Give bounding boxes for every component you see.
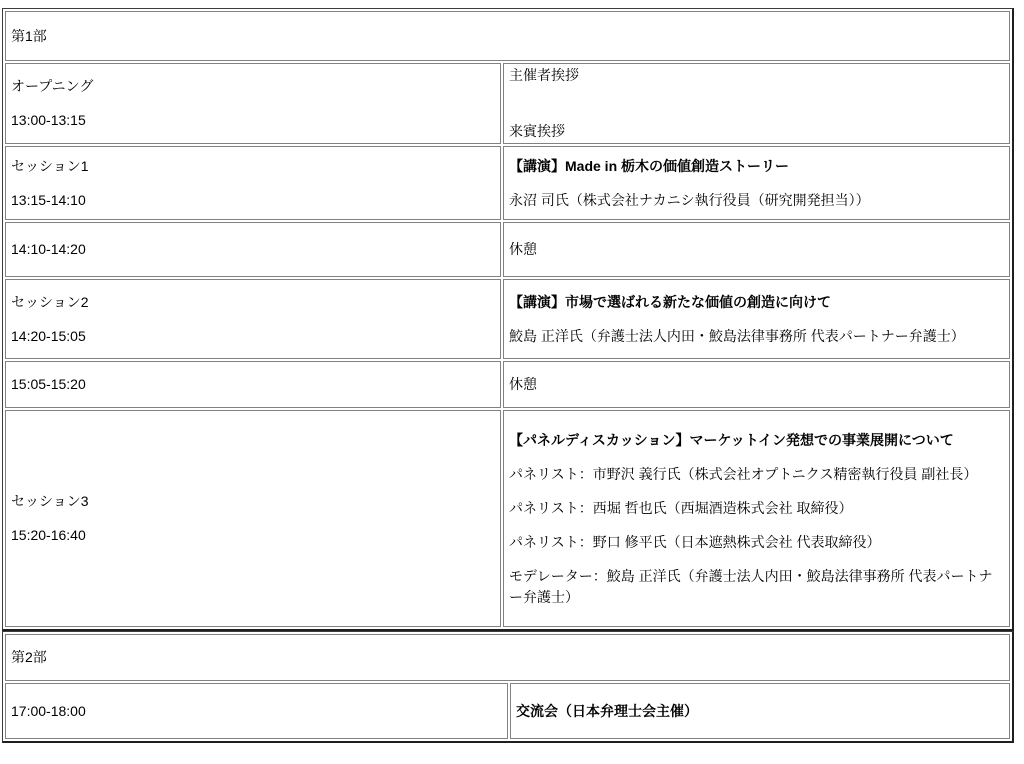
opening-right-cell [503,63,1010,144]
session3-moderator: モデレーター：鮫島 正洋氏（弁護士法人内田・鮫島法律事務所 代表パートナー弁護士） [509,567,993,605]
session3-talk-title: 【パネルディスカッション】マーケットイン発想での事業展開について [509,431,954,448]
networking-label-cell [510,683,1010,739]
part1-header-label: 第1部 [11,27,47,44]
session3-panelist2: パネリスト：西堀 哲也氏（西堀酒造株式会社 取締役） [509,499,853,516]
networking-row [5,683,1010,739]
part2-header-label: 第2部 [11,649,47,665]
session3-left-cell [5,410,501,627]
networking-time-cell [5,683,508,739]
opening-item2: 来賓挨拶 [509,123,565,139]
break2-time-cell [5,361,501,408]
part1-schedule-table [2,8,1014,631]
session1-speaker: 永沼 司氏（株式会社ナカニシ執行役員（研究開発担当）） [509,191,870,208]
session2-talk-title: 【講演】市場で選ばれる新たな価値の創造に向けて [509,293,831,310]
break1-label-cell [503,222,1010,277]
part1-header-row [5,11,1010,61]
session2-title: セッション2 [11,293,89,310]
networking-label: 交流会（日本弁理士会主催） [516,702,698,719]
break1-row [5,222,1010,277]
part2-schedule-table [2,631,1014,743]
session1-time: 13:15-14:10 [11,191,86,208]
session2-row [5,279,1010,359]
session3-row [5,410,1010,627]
opening-item1: 主催者挨拶 [509,67,579,83]
session2-time: 14:20-15:05 [11,327,86,344]
opening-title: オープニング [11,78,94,94]
session2-speaker: 鮫島 正洋氏（弁護士法人内田・鮫島法律事務所 代表パートナー弁護士） [509,327,965,344]
session3-title: セッション3 [11,493,89,509]
session1-right-cell [503,146,1010,220]
session2-left-cell [5,279,501,359]
session1-title: セッション1 [11,157,89,174]
break1-time: 14:10-14:20 [11,241,86,257]
session1-talk-title: 【講演】Made in 栃木の価値創造ストーリー [509,157,790,174]
session3-panelist3: パネリスト：野口 修平氏（日本遮熱株式会社 代表取締役） [509,533,881,550]
session2-right-cell [503,279,1010,359]
opening-left-cell [5,63,501,144]
break2-label-cell [503,361,1010,408]
networking-time: 17:00-18:00 [11,702,86,719]
part2-header-cell [5,634,1010,681]
break2-time: 15:05-15:20 [11,376,86,392]
break1-label: 休憩 [509,241,537,257]
opening-time: 13:00-13:15 [11,112,86,128]
part1-header-cell [5,11,1010,61]
break1-time-cell [5,222,501,277]
session1-left-cell [5,146,501,220]
session3-time: 15:20-16:40 [11,527,86,543]
break2-row [5,361,1010,408]
session3-right-cell [503,410,1010,627]
break2-label: 休憩 [509,376,537,392]
session3-panelist1: パネリスト：市野沢 義行氏（株式会社オプトニクス精密執行役員 副社長） [509,465,978,482]
part2-header-row [5,634,1010,681]
opening-row [5,63,1010,144]
session1-row [5,146,1010,220]
